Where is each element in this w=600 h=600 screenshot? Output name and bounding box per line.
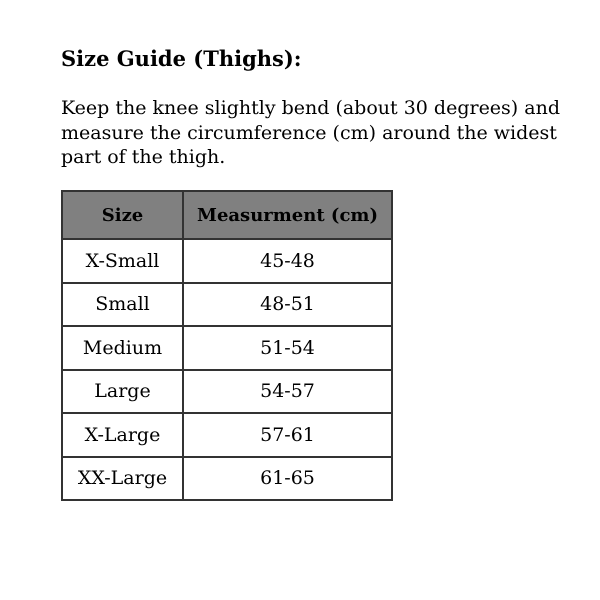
size-cell: XX-Large: [62, 457, 183, 501]
size-cell: X-Small: [62, 239, 183, 283]
size-table: [61, 190, 393, 501]
table-row: [62, 283, 392, 327]
measurement-cell: 48-51: [183, 283, 392, 327]
measurement-cell: 51-54: [183, 326, 392, 370]
table-header-row: [62, 191, 392, 239]
measurement-cell: 45-48: [183, 239, 392, 283]
size-cell: Small: [62, 283, 183, 327]
page-title: Size Guide (Thighs):: [61, 46, 302, 71]
size-cell: X-Large: [62, 413, 183, 457]
header-size: Size: [62, 191, 183, 239]
measurement-instructions: Keep the knee slightly bend (about 30 degrees) and measure the circumference (cm) around the widest part of the thigh.: [61, 97, 560, 168]
header-measurement: Measurment (cm): [183, 191, 392, 239]
size-guide: [61, 44, 581, 490]
table-row: [62, 413, 392, 457]
measurement-cell: 57-61: [183, 413, 392, 457]
measurement-cell: 61-65: [183, 457, 392, 501]
table-row: [62, 326, 392, 370]
table-row: [62, 370, 392, 414]
table-row: [62, 239, 392, 283]
size-cell: Medium: [62, 326, 183, 370]
measurement-cell: 54-57: [183, 370, 392, 414]
table-row: [62, 457, 392, 501]
size-cell: Large: [62, 370, 183, 414]
